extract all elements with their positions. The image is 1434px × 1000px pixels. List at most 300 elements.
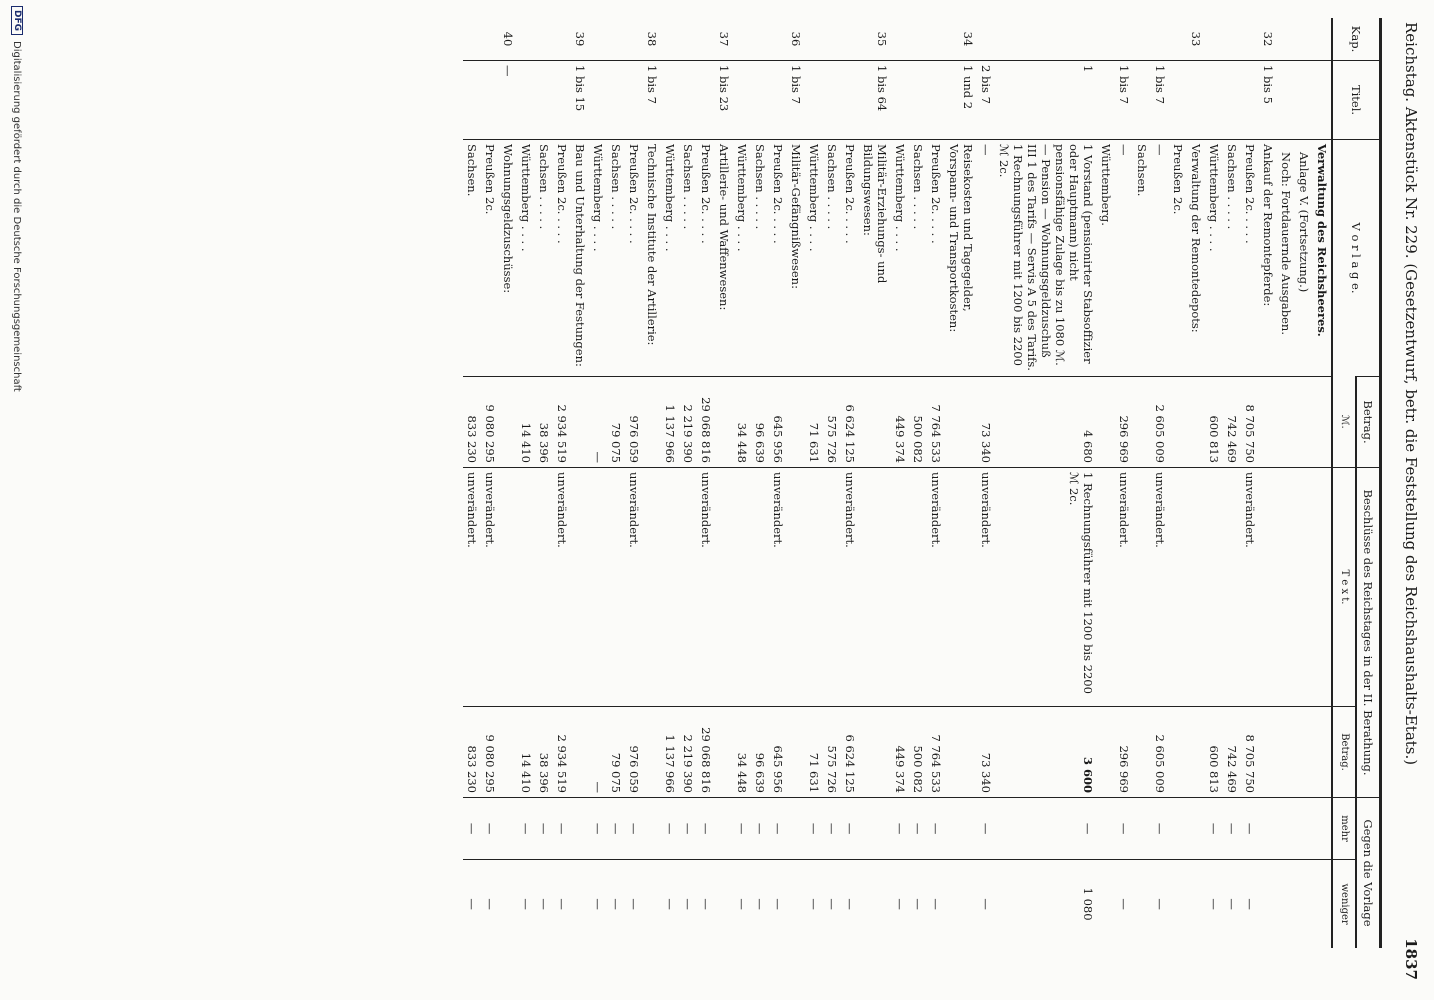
text-cell: Preußen 2c. . . . . [769, 140, 787, 377]
kap-cell [1097, 18, 1115, 61]
table-row [625, 18, 643, 948]
mehr-cell: — [1205, 798, 1223, 860]
amount-cell: 296 969 [1115, 377, 1133, 468]
empty-cell [1277, 860, 1295, 948]
beschluss-text-cell [823, 468, 841, 707]
text-cell: Ankauf der Remontepferde: [1259, 140, 1277, 377]
weniger-cell: — [679, 860, 697, 948]
beschluss-text-cell: 1 Rechnungsführer mit 1200 bis 2200 ℳ 2c. [995, 468, 1097, 707]
table-row [535, 18, 553, 948]
weniger-cell: — [1115, 860, 1133, 948]
kap-cell [891, 18, 909, 61]
titel-cell [625, 61, 643, 140]
beschluss-amount-cell: 79 075 [607, 707, 625, 798]
beschluss-amount-cell: 73 340 [977, 707, 995, 798]
weniger-cell: — [769, 860, 787, 948]
header-weniger: weniger [1332, 860, 1356, 948]
beschluss-amount-cell: 2 605 009 [1151, 707, 1169, 798]
amount-cell [945, 377, 977, 468]
beschluss-amount-cell: 7 764 533 [927, 707, 945, 798]
text-cell: Preußen 2c. [1169, 140, 1187, 377]
amount-cell: 976 059 [625, 377, 643, 468]
weniger-cell: — [517, 860, 535, 948]
amount-cell: 742 469 [1223, 377, 1241, 468]
beschluss-text-cell: unverändert. [625, 468, 643, 707]
beschluss-amount-cell [1313, 707, 1332, 798]
amount-cell: 575 726 [823, 377, 841, 468]
mehr-cell: — [891, 798, 909, 860]
weniger-cell [787, 860, 805, 948]
kap-cell: 35 [875, 31, 889, 47]
weniger-cell: — [841, 860, 859, 948]
weniger-cell [1133, 860, 1151, 948]
beschluss-text-cell [1169, 468, 1187, 707]
header-betrag-2: Betrag. [1332, 707, 1356, 798]
beschluss-text-cell: unverändert. [1241, 468, 1259, 707]
text-cell: Württemberg . . . . [517, 140, 535, 377]
weniger-cell: 1 080 [995, 860, 1097, 948]
titel-cell: 1 bis 23 [715, 61, 733, 140]
table-row [607, 18, 625, 948]
amount-cell: 645 956 [769, 377, 787, 468]
text-cell: Verwaltung des Reichsheeres. [1313, 140, 1332, 377]
weniger-cell: — [589, 860, 607, 948]
kap-cell [1241, 18, 1259, 61]
titel-cell [535, 61, 553, 140]
mehr-cell: — [909, 798, 927, 860]
kap-cell [1133, 18, 1151, 61]
beschluss-text-cell [679, 468, 697, 707]
titel-cell [805, 61, 823, 140]
beschluss-text-cell [1133, 468, 1151, 707]
mehr-cell: — [769, 798, 787, 860]
header-titel: Titel. [1332, 61, 1381, 140]
table-row [769, 18, 787, 948]
table-row [697, 18, 715, 948]
text-cell: Württemberg . . . . [661, 140, 679, 377]
kap-cell [517, 18, 535, 61]
mehr-cell: — [1151, 798, 1169, 860]
table-row [1151, 18, 1169, 948]
titel-cell [1133, 61, 1151, 140]
kap-cell [553, 18, 571, 61]
beschluss-text-cell [589, 468, 607, 707]
kap-cell [625, 18, 643, 61]
amount-cell: — [589, 377, 607, 468]
table-row [571, 18, 589, 948]
beschluss-text-cell: unverändert. [769, 468, 787, 707]
weniger-cell [1259, 860, 1277, 948]
text-cell: Württemberg . . . . [589, 140, 607, 377]
table-row [1097, 18, 1115, 948]
weniger-cell [643, 860, 661, 948]
beschluss-amount-cell: 645 956 [769, 707, 787, 798]
table-body [463, 18, 1332, 948]
empty-cell [1277, 707, 1295, 798]
weniger-cell: — [927, 860, 945, 948]
amount-cell [1313, 377, 1332, 468]
kap-cell: 39 [573, 31, 587, 47]
text-cell: Preußen 2c. . . . . [927, 140, 945, 377]
table-row [823, 18, 841, 948]
mehr-cell [643, 798, 661, 860]
subheading-cell: Noch: Fortdauernde Ausgaben. [1277, 140, 1295, 377]
table-row [1115, 18, 1133, 948]
beschluss-text-cell [1313, 468, 1332, 707]
titel-cell [589, 61, 607, 140]
titel-cell [1205, 61, 1223, 140]
weniger-cell: — [909, 860, 927, 948]
amount-cell: 2 219 390 [679, 377, 697, 468]
titel-cell [1313, 61, 1332, 140]
mehr-cell: — [535, 798, 553, 860]
text-cell: Preußen 2c. . . . . [697, 140, 715, 377]
beschluss-text-cell [909, 468, 927, 707]
table-row [1241, 18, 1259, 948]
amount-cell [499, 377, 517, 468]
beschluss-text-cell: unverändert. [553, 468, 571, 707]
beschluss-text-cell: unverändert. [1115, 468, 1133, 707]
mehr-cell: — [1223, 798, 1241, 860]
table-row [841, 18, 859, 948]
empty-cell [1277, 798, 1295, 860]
amount-cell: 73 340 [977, 377, 995, 468]
amount-cell: 14 410 [517, 377, 535, 468]
header-kap: Kap. [1332, 18, 1381, 61]
text-cell: Reisekosten und Tagegelder, Vorspann- und Transportkosten: [945, 140, 977, 377]
beschluss-amount-cell: 29 068 816 [697, 707, 715, 798]
titel-cell [841, 61, 859, 140]
amount-cell: 449 374 [891, 377, 909, 468]
beschluss-text-cell: unverändert. [841, 468, 859, 707]
header-mehr: mehr [1332, 798, 1356, 860]
weniger-cell [1187, 860, 1205, 948]
mehr-cell [499, 798, 517, 860]
table-row [715, 18, 733, 948]
table-header-row [1356, 18, 1381, 948]
weniger-cell: — [481, 860, 499, 948]
titel-cell [679, 61, 697, 140]
empty-cell [1295, 61, 1313, 140]
beschluss-text-cell [607, 468, 625, 707]
mehr-cell [715, 798, 733, 860]
mehr-cell [1133, 798, 1151, 860]
text-cell: Technische Institute der Artillerie: [643, 140, 661, 377]
weniger-cell: — [977, 860, 995, 948]
titel-cell: 1 bis 64 [859, 61, 891, 140]
kap-cell [607, 18, 625, 61]
weniger-cell [571, 860, 589, 948]
mehr-cell: — [733, 798, 751, 860]
text-cell: — [977, 140, 995, 377]
weniger-cell [1313, 860, 1332, 948]
beschluss-text-cell [661, 468, 679, 707]
titel-cell: 1 [995, 61, 1097, 140]
kap-cell [1169, 18, 1187, 61]
subheading-cell: Anlage V. (Fortsetzung.) [1295, 140, 1313, 377]
table-subrow [1295, 18, 1313, 948]
amount-cell [1169, 377, 1187, 468]
beschluss-text-cell [499, 468, 517, 707]
titel-cell [733, 61, 751, 140]
mehr-cell: — [607, 798, 625, 860]
text-cell: Sachsen . . . . . [535, 140, 553, 377]
beschluss-amount-cell [859, 707, 891, 798]
empty-cell [1295, 18, 1313, 61]
text-cell: Sachsen . . . . . [1223, 140, 1241, 377]
table-row [945, 18, 977, 948]
kap-cell [1313, 18, 1332, 61]
titel-cell [607, 61, 625, 140]
text-cell: Bau und Unterhaltung der Festungen: [571, 140, 589, 377]
table-row [787, 18, 805, 948]
beschluss-amount-cell [715, 707, 733, 798]
text-cell: Preußen 2c. [481, 140, 499, 377]
kap-cell [995, 18, 1097, 61]
page-number: 1837 [1402, 938, 1420, 980]
beschluss-text-cell [787, 468, 805, 707]
beschluss-amount-cell: 8 705 750 [1241, 707, 1259, 798]
table-row [1223, 18, 1241, 948]
weniger-cell: — [823, 860, 841, 948]
beschluss-amount-cell [643, 707, 661, 798]
text-cell: Militär-Gefängnißwesen: [787, 140, 805, 377]
mehr-cell: — [1115, 798, 1133, 860]
funding-note [2, 0, 32, 1000]
text-cell: Artillerie- und Waffenwesen: [715, 140, 733, 377]
header-text: T e x t. [1332, 468, 1356, 707]
beschluss-amount-cell: 38 396 [535, 707, 553, 798]
kap-cell [841, 18, 859, 61]
beschluss-amount-cell: 34 448 [733, 707, 751, 798]
titel-cell [891, 61, 909, 140]
mehr-cell: — [751, 798, 769, 860]
weniger-cell: — [625, 860, 643, 948]
kap-cell: 36 [789, 31, 803, 47]
text-cell: Württemberg. [1097, 140, 1115, 377]
text-cell: Württemberg . . . . [733, 140, 751, 377]
beschluss-text-cell [1259, 468, 1277, 707]
amount-cell [1133, 377, 1151, 468]
text-cell: Preußen 2c. . . . . [1241, 140, 1259, 377]
mehr-cell: — [697, 798, 715, 860]
beschluss-amount-cell [1133, 707, 1151, 798]
mehr-cell [571, 798, 589, 860]
mehr-cell: — [661, 798, 679, 860]
titel-cell: 1 bis 7 [643, 61, 661, 140]
table-row [927, 18, 945, 948]
weniger-cell: — [661, 860, 679, 948]
amount-cell: 4 680 [995, 377, 1097, 468]
titel-cell: 1 bis 7 [1115, 61, 1133, 140]
dfg-logo: DFG [11, 6, 23, 35]
mehr-cell: — [625, 798, 643, 860]
beschluss-text-cell [859, 468, 891, 707]
beschluss-amount-cell [1187, 707, 1205, 798]
amount-cell: 500 082 [909, 377, 927, 468]
beschluss-amount-cell: 449 374 [891, 707, 909, 798]
beschluss-text-cell [1187, 468, 1205, 707]
amount-cell: 2 605 009 [1151, 377, 1169, 468]
weniger-cell [715, 860, 733, 948]
beschluss-amount-cell: 976 059 [625, 707, 643, 798]
weniger-cell: — [697, 860, 715, 948]
beschluss-amount-cell: 3 600 [995, 707, 1097, 798]
text-cell: 1 Vorstand (pensionirter Stabsoffizier oder Hauptmann) nicht pensionsfähige Zulage bis zu 1080 ℳ. — Pension — Wohnungsgeldzuschuß III 1 des Tarifs — Servis A 5 des Tarifs. 1 Rechnungsführer mit 1200 bis 2200 ℳ 2c. [995, 140, 1097, 377]
mehr-cell: — [927, 798, 945, 860]
table-row [995, 18, 1097, 948]
mehr-cell: — [463, 798, 481, 860]
amount-cell [1259, 377, 1277, 468]
beschluss-amount-cell [1259, 707, 1277, 798]
header-beschluesse: Beschlüsse des Reichstages in der II. Berathung. [1356, 468, 1381, 798]
titel-cell [1097, 61, 1115, 140]
beschluss-amount-cell: 96 639 [751, 707, 769, 798]
empty-cell [1295, 707, 1313, 798]
beschluss-amount-cell: — [589, 707, 607, 798]
beschluss-amount-cell [1169, 707, 1187, 798]
mehr-cell: — [995, 798, 1097, 860]
kap-cell: 38 [645, 31, 659, 47]
beschluss-text-cell [535, 468, 553, 707]
weniger-cell: — [607, 860, 625, 948]
table-row [1133, 18, 1151, 948]
mehr-cell [1169, 798, 1187, 860]
titel-cell [1241, 61, 1259, 140]
mehr-cell [1313, 798, 1332, 860]
table-row [1205, 18, 1223, 948]
mehr-cell: — [679, 798, 697, 860]
titel-cell [661, 61, 679, 140]
weniger-cell: — [1205, 860, 1223, 948]
kap-cell [733, 18, 751, 61]
titel-cell: 1 bis 7 [787, 61, 805, 140]
titel-cell [909, 61, 927, 140]
text-cell: Wohnungsgeldzuschüsse: [499, 140, 517, 377]
beschluss-amount-cell: 1 137 966 [661, 707, 679, 798]
beschluss-amount-cell: 296 969 [1115, 707, 1133, 798]
header-gegen: Gegen die Vorlage [1356, 798, 1381, 949]
amount-cell: 7 764 533 [927, 377, 945, 468]
mehr-cell [787, 798, 805, 860]
weniger-cell: — [733, 860, 751, 948]
titel-cell [463, 61, 481, 140]
titel-cell [1187, 61, 1205, 140]
beschluss-text-cell [751, 468, 769, 707]
amount-cell: 6 624 125 [841, 377, 859, 468]
beschluss-text-cell: unverändert. [463, 468, 481, 707]
beschluss-text-cell [1223, 468, 1241, 707]
funding-text: Digitalisierung gefördert durch die Deutsche Forschungsgemeinschaft [11, 41, 23, 392]
titel-cell: 2 bis 7 [977, 61, 995, 140]
amount-cell: 600 813 [1205, 377, 1223, 468]
text-cell: Württemberg . . . . [805, 140, 823, 377]
titel-cell [927, 61, 945, 140]
table-row [463, 18, 481, 948]
beschluss-text-cell: unverändert. [1151, 468, 1169, 707]
titel-cell: 1 bis 5 [1259, 61, 1277, 140]
table-row [1169, 18, 1187, 948]
table-subrow [1277, 18, 1295, 948]
beschluss-text-cell [571, 468, 589, 707]
kap-cell [751, 18, 769, 61]
empty-cell [1277, 18, 1295, 61]
kap-cell: 40 [501, 31, 515, 47]
titel-cell [697, 61, 715, 140]
titel-cell [1169, 61, 1187, 140]
beschluss-amount-cell: 500 082 [909, 707, 927, 798]
mehr-cell: — [481, 798, 499, 860]
weniger-cell: — [751, 860, 769, 948]
mehr-cell: — [517, 798, 535, 860]
beschluss-amount-cell [787, 707, 805, 798]
kap-cell [481, 18, 499, 61]
weniger-cell: — [805, 860, 823, 948]
titel-cell: — [499, 61, 517, 140]
mehr-cell: — [841, 798, 859, 860]
table-row [751, 18, 769, 948]
amount-cell [1187, 377, 1205, 468]
table-row [481, 18, 499, 948]
amount-cell [571, 377, 589, 468]
amount-cell [643, 377, 661, 468]
header-vorlage: V o r l a g e. [1332, 140, 1381, 377]
amount-cell: 71 631 [805, 377, 823, 468]
mehr-cell: — [1241, 798, 1259, 860]
beschluss-text-cell [715, 468, 733, 707]
amount-cell: 96 639 [751, 377, 769, 468]
kap-cell [463, 18, 481, 61]
mehr-cell: — [805, 798, 823, 860]
mehr-cell: — [553, 798, 571, 860]
table-row [1313, 18, 1332, 948]
kap-cell: 34 [961, 31, 975, 47]
table-row [1187, 18, 1205, 948]
amount-cell: 9 080 295 [481, 377, 499, 468]
titel-cell: 1 und 2 [945, 61, 977, 140]
beschluss-text-cell [1205, 468, 1223, 707]
empty-cell [1295, 377, 1313, 468]
mehr-cell: — [823, 798, 841, 860]
text-cell: Preußen 2c. . . . . [553, 140, 571, 377]
titel-cell [553, 61, 571, 140]
beschluss-text-cell [1097, 468, 1115, 707]
table-row [499, 18, 517, 948]
weniger-cell [1097, 860, 1115, 948]
beschluss-text-cell [733, 468, 751, 707]
titel-cell: 1 bis 7 [1151, 61, 1169, 140]
kap-cell [1223, 18, 1241, 61]
kap-cell [661, 18, 679, 61]
kap-cell [823, 18, 841, 61]
header-betrag: Betrag. [1356, 377, 1381, 468]
kap-cell [805, 18, 823, 61]
titel-cell [481, 61, 499, 140]
header-unit: ℳ. [1332, 377, 1356, 468]
kap-cell [909, 18, 927, 61]
weniger-cell [859, 860, 891, 948]
empty-cell [1295, 798, 1313, 860]
mehr-cell [1259, 798, 1277, 860]
mehr-cell [945, 798, 977, 860]
table-row [679, 18, 697, 948]
amount-cell: 38 396 [535, 377, 553, 468]
beschluss-amount-cell: 9 080 295 [481, 707, 499, 798]
beschluss-amount-cell [945, 707, 977, 798]
text-cell: — [1151, 140, 1169, 377]
titel-cell [751, 61, 769, 140]
text-cell: Sachsen. [463, 140, 481, 377]
